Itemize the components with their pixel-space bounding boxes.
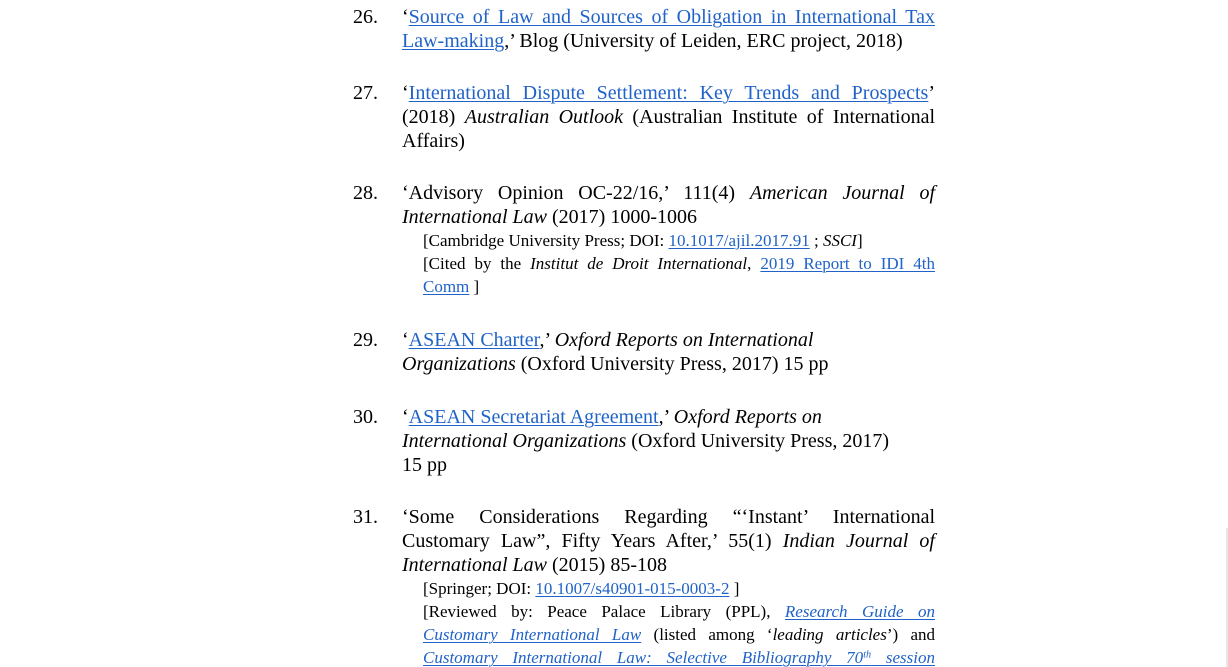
- link-text: Customary International Law: [423, 625, 642, 644]
- citation-body: [402, 405, 935, 477]
- citation-line: [402, 29, 935, 53]
- text-segment: Affairs): [402, 130, 465, 152]
- publication-item: [353, 81, 935, 153]
- text-segment: ‘: [402, 406, 409, 428]
- citation-line: [402, 453, 935, 477]
- link-text: ASEAN Charter: [408, 329, 540, 351]
- text-segment: (2015) 85-108: [547, 554, 667, 576]
- link-text: 2019 Report to IDI 4th: [760, 254, 936, 273]
- text-segment: (2017) 1000-1006: [547, 206, 697, 228]
- link-text: th: [863, 649, 872, 661]
- citation-line: [402, 529, 935, 553]
- link-text: 10.1017/ajil.2017.91: [668, 231, 810, 250]
- hyperlink[interactable]: [669, 231, 810, 250]
- citation-body: [402, 181, 935, 298]
- text-segment: ]: [469, 277, 480, 296]
- citation-notes: [423, 229, 935, 298]
- link-text: Customary International Law: Selective Bibliography 70: [423, 648, 864, 667]
- hyperlink[interactable]: [423, 277, 469, 296]
- italic-text: Indian Journal of: [782, 530, 935, 552]
- hyperlink[interactable]: [409, 82, 929, 104]
- link-text: ASEAN Secretariat Agreement: [408, 406, 659, 428]
- citation-line: [402, 553, 935, 577]
- citation-line: [402, 181, 935, 205]
- text-segment: Customary Law”, Fifty Years After,’ 55(1): [402, 530, 783, 552]
- text-segment: ,’ Blog (University of Leiden, ERC project, 2018): [504, 30, 903, 52]
- italic-text: Institut de Droit International: [530, 254, 748, 273]
- text-segment: ;: [809, 231, 823, 250]
- publication-item: [353, 328, 935, 376]
- text-segment: ]: [856, 231, 863, 250]
- item-number: 27.: [353, 82, 378, 104]
- text-segment: ]: [729, 579, 740, 598]
- item-number: 26.: [353, 6, 378, 28]
- publication-item: [353, 505, 935, 667]
- citation-line: [402, 405, 935, 429]
- text-segment: (Australian Institute of International: [623, 106, 936, 128]
- publication-list: [353, 5, 935, 667]
- italic-text: International Law: [402, 554, 548, 576]
- citation-line: [402, 352, 935, 376]
- note-line: [423, 646, 935, 667]
- text-segment: [Reviewed by: Peace Palace Library (PPL),: [423, 602, 785, 621]
- text-segment: ’) and: [886, 625, 936, 644]
- text-segment: ‘: [402, 329, 409, 351]
- note-line: [423, 229, 935, 252]
- hyperlink[interactable]: [760, 254, 935, 273]
- citation-line: [402, 81, 935, 105]
- hyperlink[interactable]: [409, 329, 540, 351]
- text-segment: ‘: [402, 6, 409, 28]
- citation-body: [402, 5, 935, 53]
- link-text: Research Guide on: [784, 602, 935, 621]
- citation-line: [402, 5, 935, 29]
- note-line: [423, 577, 935, 600]
- hyperlink[interactable]: [409, 406, 659, 428]
- note-line: [423, 252, 935, 275]
- text-segment: (Oxford University Press, 2017): [626, 430, 890, 452]
- citation-line: [402, 505, 935, 529]
- hyperlink[interactable]: [423, 648, 935, 667]
- citation-line: [402, 429, 935, 453]
- link-text: Comm: [423, 277, 470, 296]
- text-segment: ‘: [402, 82, 409, 104]
- italic-text: SSCI: [822, 231, 857, 250]
- note-line: [423, 600, 935, 623]
- text-segment: [Springer; DOI:: [423, 579, 536, 598]
- citation-body: [402, 328, 935, 376]
- link-text: International Dispute Settlement: Key Trends and Prospects: [408, 82, 929, 104]
- item-number: 29.: [353, 329, 378, 351]
- hyperlink[interactable]: [423, 625, 641, 644]
- citation-body: [402, 81, 935, 153]
- publication-item: [353, 405, 935, 477]
- hyperlink[interactable]: [402, 30, 504, 52]
- text-segment: ‘Advisory Opinion OC-22/16,’ 111(4): [402, 182, 750, 204]
- hyperlink[interactable]: [785, 602, 935, 621]
- text-segment: ,’: [658, 406, 674, 428]
- italic-text: Organizations: [402, 353, 516, 375]
- hyperlink[interactable]: [535, 579, 729, 598]
- text-segment: (2018): [402, 106, 465, 128]
- text-segment: [Cited by the: [423, 254, 531, 273]
- citation-line: [402, 105, 935, 129]
- citation-line: [402, 129, 935, 153]
- text-segment: (listed among ‘: [641, 625, 773, 644]
- note-line: [423, 275, 935, 298]
- link-text: Source of Law and Sources of Obligation in International Tax: [408, 6, 935, 28]
- item-number: 28.: [353, 182, 378, 204]
- item-number: 31.: [353, 506, 378, 528]
- text-segment: [Cambridge University Press; DOI:: [423, 231, 669, 250]
- publication-item: [353, 181, 935, 298]
- note-line: [423, 623, 935, 646]
- italic-text: International Law: [402, 206, 548, 228]
- italic-text: American Journal of: [749, 182, 936, 204]
- citation-line: [402, 328, 935, 352]
- citation-body: [402, 505, 935, 667]
- text-segment: ’: [928, 82, 935, 104]
- item-number: 30.: [353, 406, 378, 428]
- link-text: 10.1007/s40901-015-0003-2: [535, 579, 730, 598]
- citation-line: [402, 205, 935, 229]
- text-segment: ,: [747, 254, 761, 273]
- italic-text: Oxford Reports on International: [554, 329, 814, 351]
- citation-notes: [423, 577, 935, 667]
- hyperlink[interactable]: [409, 6, 935, 28]
- italic-text: Australian Outlook: [464, 106, 624, 128]
- link-text: session: [871, 648, 935, 667]
- publication-item: [353, 5, 935, 53]
- text-segment: 15 pp: [402, 454, 447, 476]
- italic-text: Oxford Reports on: [673, 406, 822, 428]
- italic-text: International Organizations: [402, 430, 627, 452]
- text-segment: ‘Some Considerations Regarding “‘Instant’ International: [402, 506, 935, 528]
- text-segment: (Oxford University Press, 2017) 15 pp: [515, 353, 829, 375]
- italic-text: leading articles: [772, 625, 887, 644]
- text-segment: ,’: [539, 329, 555, 351]
- link-text: Law-making: [402, 30, 505, 52]
